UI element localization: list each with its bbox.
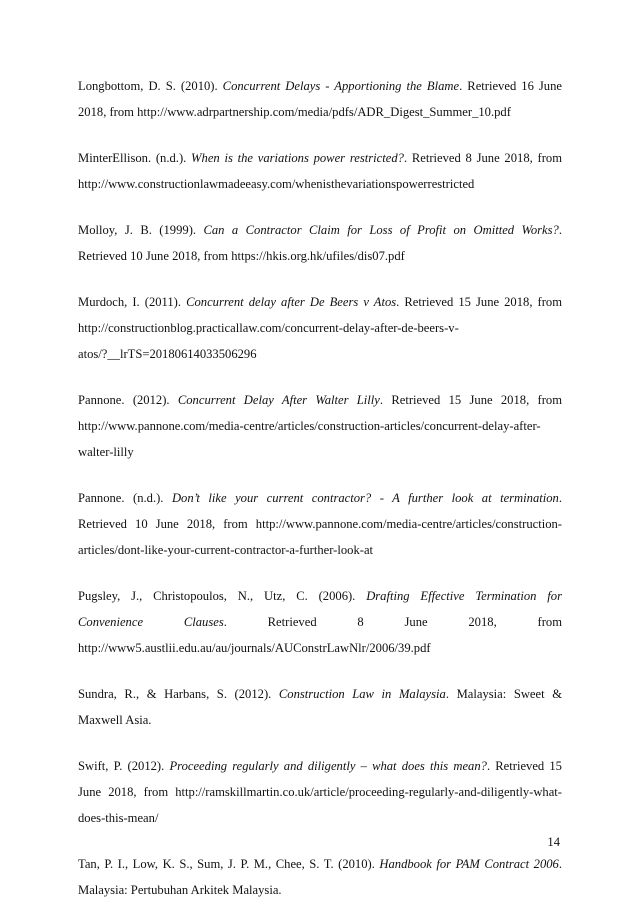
reference-line bbox=[78, 851, 562, 877]
reference-authors-date: MinterEllison. (n.d.). bbox=[78, 151, 192, 165]
reference-line: Malaysia: Pertubuhan Arkitek Malaysia. bbox=[78, 883, 282, 897]
reference-authors-date: Longbottom, D. S. (2010). bbox=[78, 79, 223, 93]
reference-line: does-this-mean/ bbox=[78, 811, 159, 825]
reference-line bbox=[78, 681, 562, 707]
page-number: 14 bbox=[547, 835, 560, 849]
reference-title: Drafting Effective Termination for bbox=[366, 589, 562, 603]
reference-line: atos/?__lrTS=20180614033506296 bbox=[78, 347, 257, 361]
reference-title: Concurrent Delays - Apportioning the Blame bbox=[222, 79, 460, 93]
reference-retrieval: . Retrieved 15 bbox=[486, 759, 562, 773]
reference-retrieval: . bbox=[558, 491, 562, 505]
reference-line bbox=[78, 145, 562, 171]
reference-line: 2018, from http://www.adrpartnership.com/media/pdfs/ADR_Digest_Summer_10.pdf bbox=[78, 105, 511, 119]
reference-authors-date: Swift, P. (2012). bbox=[78, 759, 170, 773]
reference-retrieval: . Retrieved 15 June 2018, from bbox=[379, 393, 563, 407]
reference-line bbox=[78, 289, 562, 315]
reference-retrieval: . Retrieved 16 June bbox=[459, 79, 562, 93]
reference-entry bbox=[78, 387, 562, 465]
reference-line: Maxwell Asia. bbox=[78, 713, 152, 727]
reference-line bbox=[78, 583, 562, 609]
reference-authors-date: Pugsley, J., Christopoulos, N., Utz, C. (2006). bbox=[78, 589, 367, 603]
reference-title-continued: Convenience Clauses bbox=[78, 615, 224, 629]
reference-publisher: . Malaysia: Sweet & bbox=[445, 687, 562, 701]
reference-title: Don’t like your current contractor? - A further look at termination bbox=[171, 491, 559, 505]
reference-line: June 2018, from http://ramskillmartin.co.uk/article/proceeding-regularly-and-diligently-what- bbox=[78, 785, 562, 799]
reference-line: Retrieved 10 June 2018, from https://hkis.org.hk/ufiles/dis07.pdf bbox=[78, 249, 405, 263]
reference-title: Proceeding regularly and diligently – what does this mean? bbox=[169, 759, 487, 773]
reference-retrieval: . bbox=[558, 223, 562, 237]
reference-list bbox=[78, 73, 562, 923]
reference-title: When is the variations power restricted? bbox=[191, 151, 404, 165]
reference-line: articles/dont-like-your-current-contractor-a-further-look-at bbox=[78, 543, 374, 557]
reference-entry bbox=[78, 145, 562, 197]
reference-line bbox=[78, 753, 562, 779]
reference-authors-date: Tan, P. I., Low, K. S., Sum, J. P. M., Chee, S. T. (2010). bbox=[78, 857, 380, 871]
reference-authors-date: Sundra, R., & Harbans, S. (2012). bbox=[78, 687, 279, 701]
reference-entry bbox=[78, 851, 562, 903]
reference-entry bbox=[78, 73, 562, 125]
reference-retrieval: . bbox=[558, 857, 562, 871]
reference-entry bbox=[78, 681, 562, 733]
reference-title: Concurrent Delay After Walter Lilly bbox=[177, 393, 380, 407]
reference-retrieval: . Retrieved 15 June 2018, from bbox=[396, 295, 562, 309]
reference-line: Retrieved 10 June 2018, from http://www.pannone.com/media-centre/articles/construction- bbox=[78, 517, 562, 531]
reference-authors-date: Murdoch, I. (2011). bbox=[78, 295, 187, 309]
reference-entry bbox=[78, 583, 562, 661]
reference-authors-date: Molloy, J. B. (1999). bbox=[78, 223, 204, 237]
reference-line bbox=[78, 485, 562, 511]
reference-entry bbox=[78, 485, 562, 563]
reference-entry bbox=[78, 753, 562, 831]
reference-line bbox=[78, 217, 562, 243]
reference-line: http://www.constructionlawmadeeasy.com/whenisthevariationspowerrestricted bbox=[78, 177, 475, 191]
reference-entry bbox=[78, 217, 562, 269]
reference-entry bbox=[78, 289, 562, 367]
reference-line: http://constructionblog.practicallaw.com/concurrent-delay-after-de-beers-v- bbox=[78, 321, 459, 335]
reference-line bbox=[78, 387, 562, 413]
reference-retrieval: . Retrieved 8 June 2018, from bbox=[223, 615, 562, 629]
reference-line: http://www5.austlii.edu.au/au/journals/AUConstrLawNlr/2006/39.pdf bbox=[78, 641, 431, 655]
reference-line bbox=[78, 609, 562, 635]
reference-line bbox=[78, 73, 562, 99]
reference-title: Concurrent delay after De Beers v Atos bbox=[186, 295, 397, 309]
reference-title: Handbook for PAM Contract 2006 bbox=[379, 857, 559, 871]
reference-retrieval: . Retrieved 8 June 2018, from bbox=[403, 151, 563, 165]
reference-line: http://www.pannone.com/media-centre/articles/construction-articles/concurrent-delay-after- bbox=[78, 419, 541, 433]
reference-title: Construction Law in Malaysia bbox=[278, 687, 446, 701]
reference-line: walter-lilly bbox=[78, 445, 134, 459]
reference-title: Can a Contractor Claim for Loss of Profit on Omitted Works? bbox=[203, 223, 559, 237]
reference-authors-date: Pannone. (2012). bbox=[78, 393, 178, 407]
reference-authors-date: Pannone. (n.d.). bbox=[78, 491, 172, 505]
